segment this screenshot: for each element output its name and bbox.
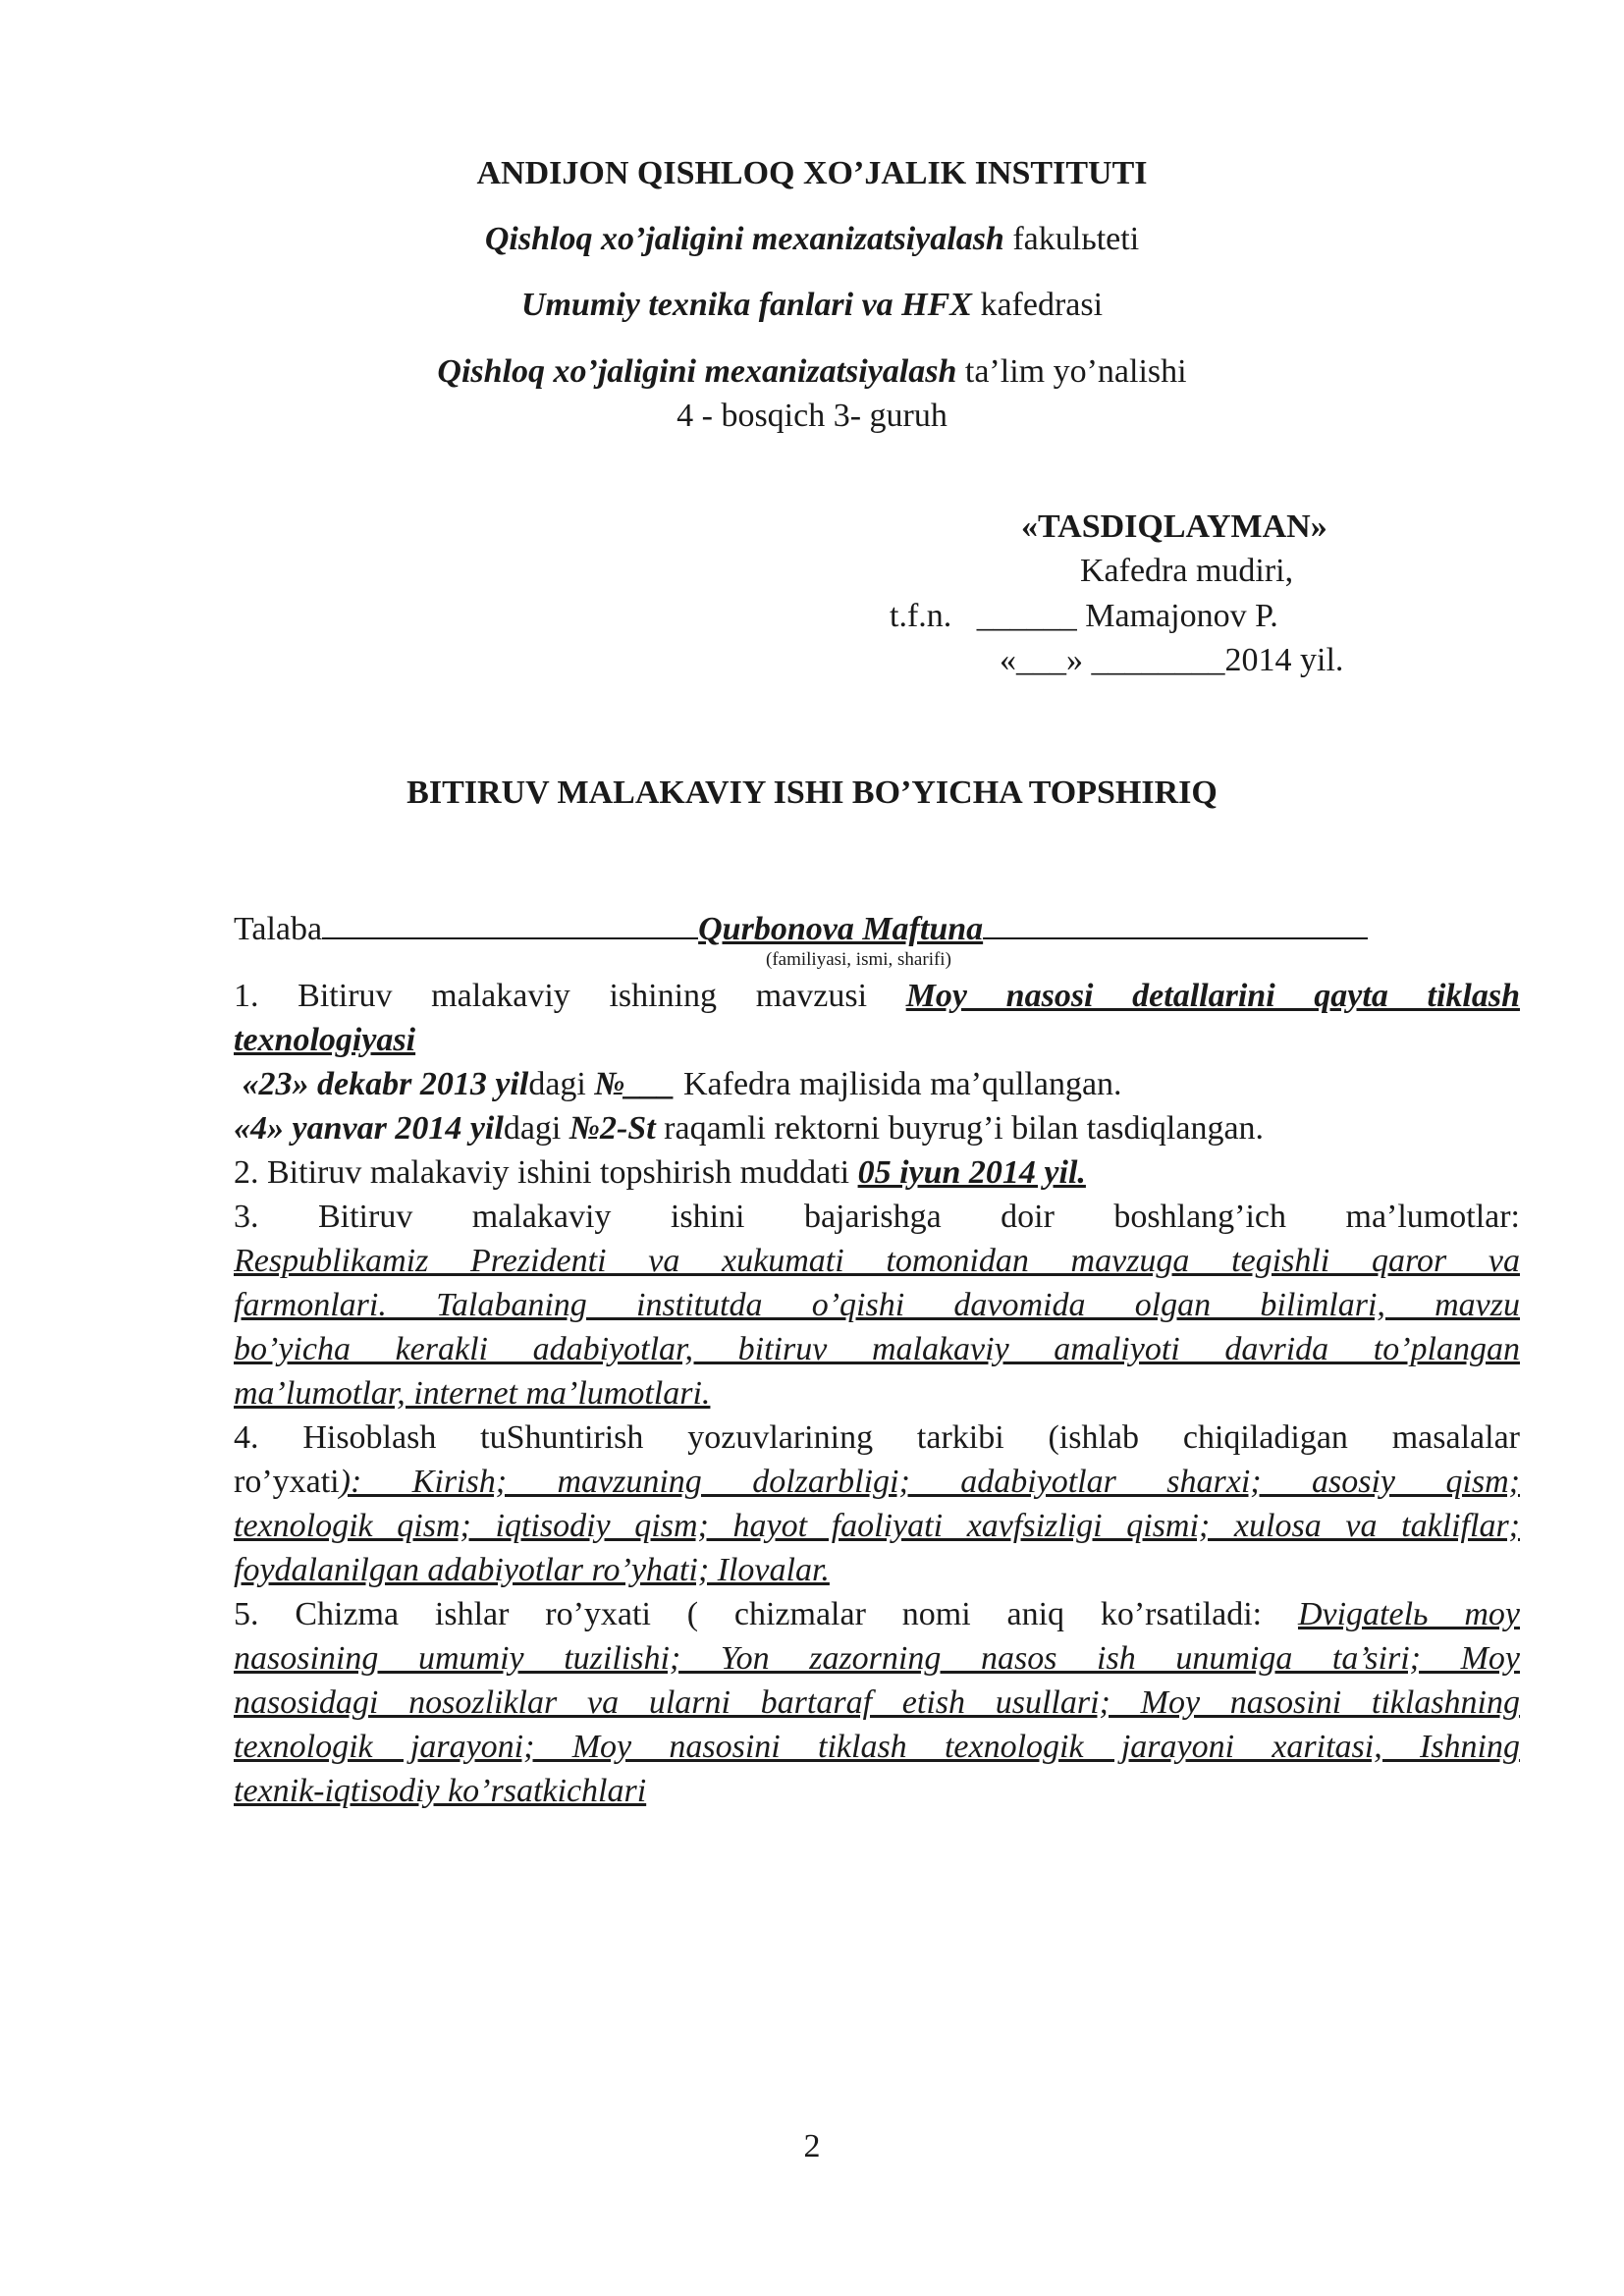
student-label: Talaba: [234, 911, 323, 947]
topic-part-a: Moy nasosi detallarini qayta tiklash: [905, 978, 1520, 1014]
item5-line1: [234, 1592, 1520, 1636]
student-blank-gap: [583, 908, 698, 939]
approval-title: «TASDIQLAYMAN»: [1021, 508, 1327, 545]
item5-line5: texnik-iqtisodiy ko’rsatkichlari: [234, 1773, 647, 1809]
direction-name: Qishloq xo’jaligini mexanizatsiyalash: [437, 353, 957, 390]
item3-line4: bo’yicha kerakli adabiyotlar, bitiruv malakaviy amaliyoti davrida to’plangan: [234, 1331, 1520, 1367]
item4-line3: texnologik qism; iqtisodiy qism; hayot faoliyati xavfsizligi qismi; xulosa va takliflar;: [234, 1508, 1520, 1544]
faculty-suffix: fakulьteti: [1003, 221, 1140, 257]
item4-line2: [234, 1460, 1520, 1504]
direction-line: [0, 353, 1624, 391]
item1-line2: [234, 1018, 1520, 1062]
approval-position: Kafedra mudiri,: [1080, 553, 1294, 589]
item3-line5: ma’lumotlar, internet ma’lumotlari.: [234, 1375, 711, 1412]
deadline: 05 iyun 2014 yil.: [857, 1154, 1086, 1191]
item3-line1: 3. Bitiruv malakaviy ishini bajarishga doir boshlang’ich ma’lumotlar:: [234, 1199, 1520, 1235]
item1-line1: [234, 974, 1520, 1018]
approval-degree: t.f.n.: [890, 598, 952, 634]
page-number: 2: [803, 2128, 821, 2164]
item2-line: [234, 1150, 1520, 1195]
direction-suffix: ta’lim yo’nalishi: [956, 353, 1187, 390]
department-suffix: kafedrasi: [971, 287, 1104, 323]
student-blank-left: [322, 908, 583, 939]
meeting-date: «23» dekabr 2013 yil: [242, 1066, 529, 1102]
item4-line4: foydalanilgan adabiyotlar ro’yhati; Ilovalar.: [234, 1552, 830, 1588]
meeting-number: №___: [594, 1066, 676, 1102]
order-dagi: dagi: [503, 1110, 569, 1147]
faculty-line: [0, 221, 1624, 258]
item5-line4: texnologik jarayoni; Moy nasosini tiklash texnologik jarayoni xaritasi, Ishning: [234, 1729, 1520, 1765]
item1-text: 1. Bitiruv malakaviy ishining mavzusi: [234, 978, 906, 1014]
item4-line1: 4. Hisoblash tuShuntirish yozuvlarining tarkibi (ishlab chiqiladigan masalalar: [234, 1419, 1520, 1456]
item5-line1-plain: 5. Chizma ishlar ro’yxati ( chizmalar nomi aniq ko’rsatiladi:: [234, 1596, 1298, 1632]
department-line: [0, 287, 1624, 324]
task-body: [234, 974, 1520, 1813]
course-group: 4 - bosqich 3- guruh: [677, 398, 947, 434]
faculty-name: Qishloq xo’jaligini mexanizatsiyalash: [484, 221, 1004, 257]
item4-line2-plain: ro’yxati: [234, 1464, 340, 1500]
meeting-tail: Kafedra majlisida ma’qullangan.: [675, 1066, 1122, 1102]
institute-title: ANDIJON QISHLOQ XO’JALIK INSTITUTI: [476, 155, 1148, 191]
student-line: [234, 908, 1520, 948]
item5-line3: nasosidagi nosozliklar va ularni bartaraf etish usullari; Moy nasosini tiklashning: [234, 1684, 1520, 1721]
item5-line1-italic: Dvigatelь moy: [1297, 1596, 1520, 1632]
meeting-dagi: dagi: [528, 1066, 595, 1102]
item5-line2: nasosining umumiy tuzilishi; Yon zazorning nasos ish unumiga ta’siri; Moy: [234, 1640, 1520, 1677]
item1-order-line: [234, 1106, 1520, 1150]
student-blank-right: [983, 908, 1368, 939]
item2-text: 2. Bitiruv malakaviy ishini topshirish muddati: [234, 1154, 858, 1191]
approval-signature-line: [890, 598, 1278, 635]
item3-line3: farmonlari. Talabaning institutda o’qishi davomida olgan bilimlari, mavzu: [234, 1287, 1520, 1323]
signature-blank: ______: [976, 598, 1077, 634]
item1-meeting-line: [234, 1062, 1520, 1106]
item4-line2-italic: ): Kirish; mavzuning dolzarbligi; adabiyotlar sharxi; asosiy qism;: [339, 1464, 1520, 1500]
order-number: №2-St: [568, 1110, 656, 1147]
student-name: Qurbonova Maftuna: [698, 911, 984, 947]
student-caption: (familiyasi, ismi, sharifi): [766, 949, 951, 970]
department-name: Umumiy texnika fanlari va HFX: [520, 287, 972, 323]
department-head-name: Mamajonov P.: [1085, 598, 1278, 634]
item3-line2: Respublikamiz Prezidenti va xukumati tomonidan mavzuga tegishli qaror va: [234, 1243, 1520, 1279]
document-title: BITIRUV MALAKAVIY ISHI BO’YICHA TOPSHIRIQ: [406, 774, 1218, 811]
approval-date-line: «___» ________2014 yil.: [1000, 642, 1344, 678]
order-tail: raqamli rektorni buyrug’i bilan tasdiqlangan.: [655, 1110, 1265, 1147]
topic-part-b: texnologiyasi: [234, 1022, 416, 1058]
order-date: «4» yanvar 2014 yil: [234, 1110, 504, 1147]
